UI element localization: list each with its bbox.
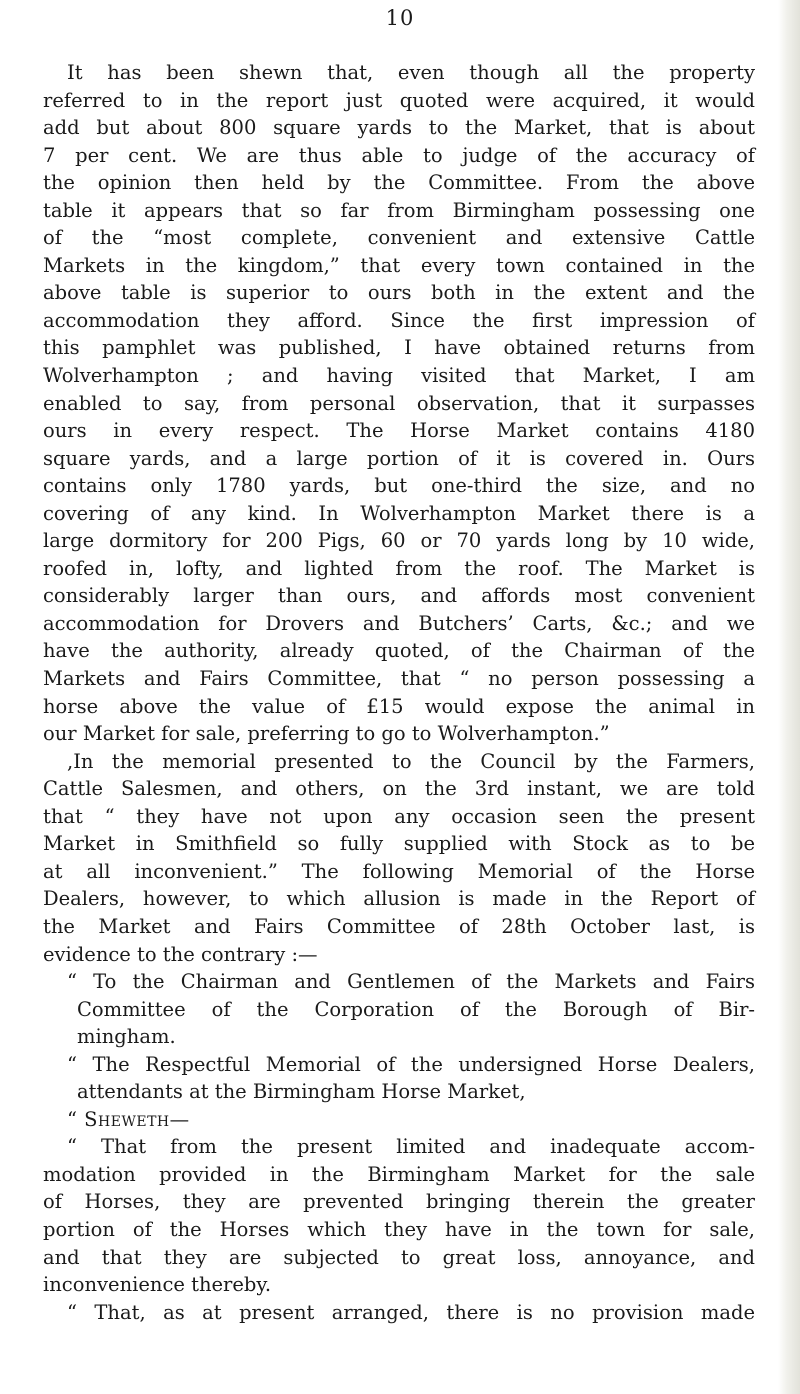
text-line: horse above the value of £15 would expose the animal in [43,694,755,718]
text-line: the opinion then held by the Committee. From the above [43,171,755,195]
text-line: considerably larger than ours, and affords most convenient [43,584,755,608]
text-line: accommodation they afford. Since the first impression of [43,308,755,332]
text-line: Dealers, however, to which allusion is made in the Report of [43,887,755,911]
text-line: enabled to say, from personal observation, that it surpasses [43,391,755,415]
text-line: portion of the Horses which they have in the town for sale, [43,1217,755,1241]
text-line: “ That, as at present arranged, there is no provision made [67,1300,755,1324]
text-line: of the “most complete, convenient and extensive Cattle [43,226,755,250]
text-line: Committee of the Corporation of the Borough of Bir- [77,997,755,1021]
text-line: modation provided in the Birmingham Market for the sale [43,1162,755,1186]
text-line: have the authority, already quoted, of the Chairman of the [43,639,755,663]
text-line: of Horses, they are prevented bringing therein the greater [43,1190,755,1214]
text-line: accommodation for Drovers and Butchers’ Carts, &c.; and we [43,611,755,635]
text-line: “ That from the present limited and inadequate accom- [67,1135,755,1159]
page-edge-shadow [778,0,800,1394]
text-line: referred to in the report just quoted were acquired, it would [43,88,755,112]
text-line: our Market for sale, preferring to go to Wolverhampton.” [43,722,610,746]
text-line: contains only 1780 yards, but one-third the size, and no [43,474,755,498]
text-line: square yards, and a large portion of it is covered in. Ours [43,446,755,470]
text-line: “ To the Chairman and Gentlemen of the Markets and Fairs [67,970,755,994]
text-line: covering of any kind. In Wolverhampton Market there is a [43,501,755,525]
text-line: “ The Respectful Memorial of the undersigned Horse Dealers, [67,1052,755,1076]
text-line: table it appears that so far from Birmingham possessing one [43,198,755,222]
text-line: mingham. [77,1025,176,1049]
text-line: 7 per cent. We are thus able to judge of the accuracy of [43,143,755,167]
text-line: ,In the memorial presented to the Council by the Farmers, [67,749,755,773]
text-line: Market in Smithfield so fully supplied with Stock as to be [43,832,755,856]
body-text [43,59,755,1326]
text-line: roofed in, lofty, and lighted from the roof. The Market is [43,556,755,580]
text-line: the Market and Fairs Committee of 28th October last, is [43,914,755,938]
text-line: above table is superior to ours both in the extent and the [43,281,755,305]
text-line: that “ they have not upon any occasion seen the present [43,804,755,828]
text-line: this pamphlet was published, I have obtained returns from [43,336,755,360]
text-line: Wolverhampton ; and having visited that Market, I am [43,364,755,388]
text-line: evidence to the contrary :— [43,942,318,966]
text-line: add but about 800 square yards to the Market, that is about [43,116,755,140]
text-line: attendants at the Birmingham Horse Market, [77,1080,526,1104]
text-line: Markets and Fairs Committee, that “ no person possessing a [43,667,755,691]
text-line: Markets in the kingdom,” that every town contained in the [43,253,755,277]
text-line: Cattle Salesmen, and others, on the 3rd instant, we are told [43,777,755,801]
text-line: at all inconvenient.” The following Memorial of the Horse [43,859,755,883]
text-line: and that they are subjected to great loss, annoyance, and [43,1245,755,1269]
text-line: “ Sheweth— [67,1107,190,1131]
text-line: large dormitory for 200 Pigs, 60 or 70 yards long by 10 wide, [43,529,755,553]
text-line: ours in every respect. The Horse Market contains 4180 [43,419,755,443]
text-line: It has been shewn that, even though all the property [67,61,755,84]
text-line: inconvenience thereby. [43,1273,272,1297]
page-number: 10 [385,6,415,30]
